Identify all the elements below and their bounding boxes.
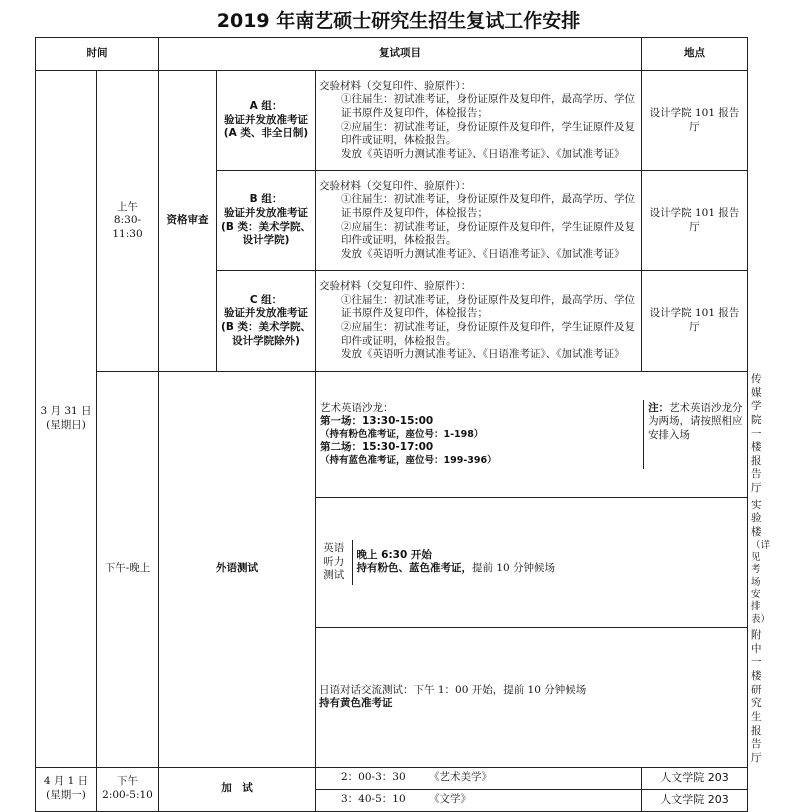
listening-cards: 持有粉色、蓝色准考证，	[356, 562, 472, 575]
salon-session-1-note: （持有粉色准考证，座位号：1-198）	[320, 428, 484, 440]
group-line: 设计学院除外)	[232, 334, 300, 347]
salon-inner	[316, 400, 747, 470]
extra-exam-cell	[316, 767, 642, 789]
materials-fresh: ②应届生：初试准考证，身份证原件及复印件，学生证原件及复印件或证明，体检报告。	[341, 220, 635, 247]
period-label: 上午	[117, 200, 138, 213]
group-line: 验证并发放准考证	[224, 206, 308, 219]
salon-title: 艺术英语沙龙：	[320, 401, 394, 414]
salon-session-2-note: （持有蓝色准考证，座位号：199-396）	[320, 454, 497, 466]
extra-subject: 《文学》	[429, 793, 471, 806]
salon-session-1: 第一场：13:30-15:00	[320, 415, 434, 428]
table-row	[36, 71, 748, 171]
salon-sessions	[316, 400, 644, 470]
page-title: 2019 年南艺硕士研究生招生复试工作安排	[216, 10, 581, 32]
table-header-row	[36, 38, 748, 71]
listening-cell	[316, 497, 748, 627]
location-cell: 人文学院 203	[642, 789, 748, 811]
extra-subject: 《艺术美学》	[429, 771, 492, 784]
materials-fresh: ②应届生：初试准考证，身份证原件及复印件，学生证原件及复印件或证明，体检报告。	[341, 321, 635, 347]
date-label: 4 月 1 日	[43, 775, 89, 788]
materials-fresh: ②应届生：初试准考证，身份证原件及复印件，学生证原件及复印件或证明，体检报告。	[341, 120, 635, 147]
date-cell-day1	[36, 71, 97, 768]
note-text: 艺术英语沙龙分为两场，请按照相应安排入场	[648, 401, 743, 441]
materials-intro: 交验材料（交复印件、验原件）：	[319, 79, 472, 92]
weekday-label: (星期日)	[46, 418, 86, 431]
materials-cell	[316, 71, 642, 171]
note-label: 注：	[648, 401, 670, 414]
materials-current: ①往届生：初试准考证，身份证原件及复印件，最高学历、学位证书原件及复印件，体检报告；	[341, 293, 635, 320]
japanese-cell	[316, 628, 748, 767]
group-line: (B 类：美术学院、	[221, 321, 311, 333]
table-row: 下午-晚上 外语测试 艺术英语沙龙： 第一场：13:30-15:00 （持有粉色准考证，座位号：1-198） 第二场：15:30-17:00 （持有蓝色准考证，座位号：199-396） 注：艺术英语沙龙分为两场，请按照相应安排入场 传媒学院 一楼报告厅	[36, 372, 748, 498]
salon-cell	[316, 372, 748, 498]
group-name: A 组：	[249, 100, 283, 113]
group-line: 设计学院)	[242, 234, 290, 247]
table-row: 英语 听力 测试 晚上 6:30 开始 持有粉色、蓝色准考证，提前 10 分钟候场 实验楼 （详见考场安排表）	[36, 497, 748, 627]
date-cell-day2	[36, 767, 97, 811]
header-time: 时间	[36, 38, 159, 71]
group-c-cell	[217, 271, 316, 372]
listening-label-line: 英语	[323, 541, 345, 554]
schedule-table	[35, 37, 771, 812]
extra-exam-cell	[316, 789, 642, 811]
location-cell: 设计学院 101 报告厅	[642, 171, 748, 271]
listening-label-line: 测试	[323, 569, 345, 582]
section-extra-exam: 加 试	[159, 767, 316, 811]
extra-time: 2：00-3：30	[341, 771, 406, 784]
section-foreign-language: 外语测试	[159, 372, 316, 768]
day2-period-cell	[97, 767, 159, 811]
materials-current: ①往届生：初试准考证，身份证原件及复印件，最高学历、学位证书原件及复印件，体检报告；	[341, 193, 635, 219]
listening-start: 晚上 6:30 开始	[356, 548, 432, 561]
listening-inner	[316, 540, 747, 585]
afternoon-cell: 下午-晚上	[97, 372, 159, 768]
listening-label-line: 听力	[323, 555, 345, 568]
period-label: 下午	[117, 775, 138, 788]
date-label: 3 月 31 日	[40, 405, 92, 418]
materials-issue: 发放《英语听力测试准考证》、《日语准考证》、《加试准考证》	[341, 147, 625, 160]
materials-intro: 交验材料（交复印件、验原件）：	[319, 179, 472, 192]
listening-wait: 提前 10 分钟候场	[472, 562, 556, 575]
group-a-cell	[217, 71, 316, 171]
location-cell: 设计学院 101 报告厅	[642, 71, 748, 171]
group-line: 验证并发放准考证	[224, 113, 308, 126]
group-name: C 组：	[249, 293, 283, 306]
weekday-label: (星期一)	[46, 789, 86, 801]
japanese-line: 日语对话交流测试：下午 1：00 开始，提前 10 分钟候场	[319, 683, 587, 696]
materials-intro: 交验材料（交复印件、验原件）：	[319, 280, 472, 293]
morning-cell	[97, 71, 159, 372]
section-qualification: 资格审查	[159, 71, 217, 372]
listening-label	[316, 540, 352, 585]
materials-cell	[316, 171, 642, 271]
period-time: 8:30-11:30	[112, 214, 143, 240]
listening-details	[352, 540, 747, 585]
group-name: B 组：	[249, 193, 283, 206]
materials-issue: 发放《英语听力测试准考证》、《日语准考证》、《加试准考证》	[341, 348, 625, 361]
table-row	[36, 767, 748, 789]
location-cell: 设计学院 101 报告厅	[642, 271, 748, 372]
materials-issue: 发放《英语听力测试准考证》、《日语准考证》、《加试准考证》	[341, 247, 625, 260]
location-cell: 人文学院 203	[642, 767, 748, 789]
group-b-cell	[217, 171, 316, 271]
salon-session-2: 第二场：15:30-17:00	[320, 441, 434, 454]
extra-time: 3：40-5：10	[341, 793, 406, 806]
group-line: (B 类：美术学院、	[221, 220, 311, 233]
header-items: 复试项目	[159, 38, 642, 71]
materials-current: ①往届生：初试准考证，身份证原件及复印件，最高学历、学位证书原件及复印件，体检报告；	[341, 93, 635, 119]
group-line: (A 类、非全日制)	[223, 127, 309, 140]
group-line: 验证并发放准考证	[224, 307, 308, 320]
period-time: 2:00-5:10	[102, 789, 153, 801]
salon-note	[644, 400, 747, 470]
header-location: 地点	[642, 38, 748, 71]
table-row: 日语对话交流测试：下午 1：00 开始，提前 10 分钟候场 持有黄色准考证 附中一楼 研究生报告厅	[36, 628, 748, 767]
materials-cell	[316, 271, 642, 372]
japanese-card: 持有黄色准考证	[319, 697, 393, 710]
